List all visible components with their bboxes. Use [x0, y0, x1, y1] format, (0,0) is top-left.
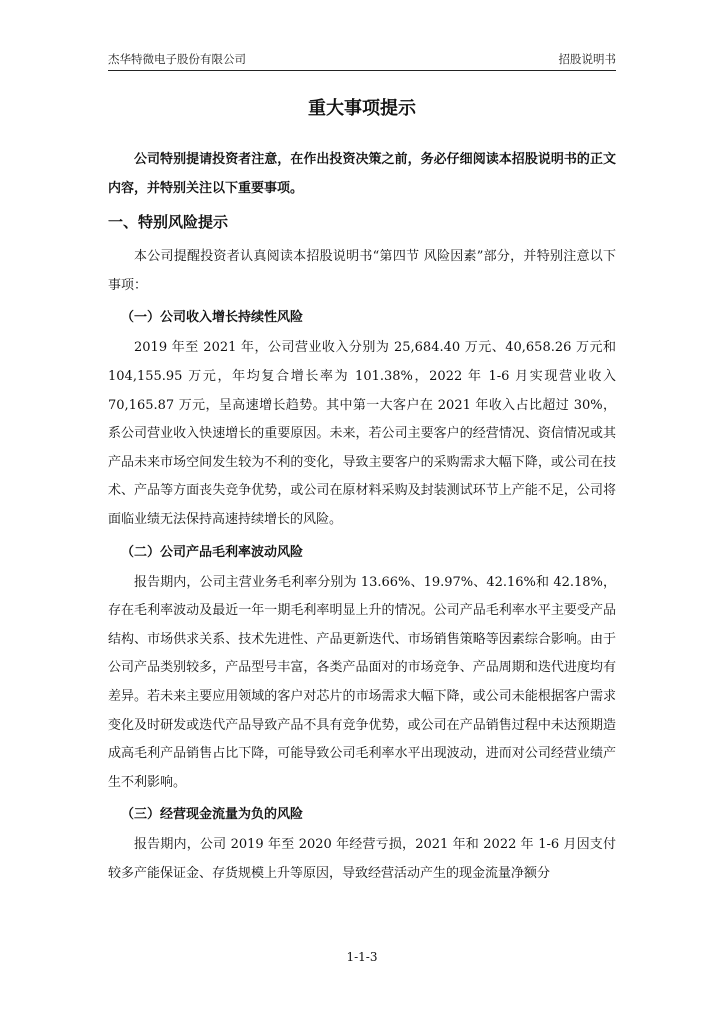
page-number: 1-1-3 [346, 950, 378, 964]
intro-paragraph: 公司特别提请投资者注意，在作出投资决策之前，务必仔细阅读本招股说明书的正文内容，并特别关注以下重要事项。 [108, 152, 616, 196]
section-intro-paragraph: 本公司提醒投资者认真阅读本招股说明书“第四节 风险因素”部分，并特别注意以下事项： [108, 249, 616, 293]
header-company: 杰华特微电子股份有限公司 [108, 52, 246, 66]
page-header [108, 50, 616, 71]
subsection-heading-cash-flow: （三）经营现金流量为负的风险 [121, 807, 304, 823]
revenue-growth-paragraph: 2019 年至 2021 年，公司营业收入分别为 25,684.40 万元、40,658.26 万元和 104,155.95 万元，年均复合增长率为 101.38%，2022 年 1-6 月实现营业收入 70,165.87 万元，呈高速增长趋势。其中第一大客户在 2021 年收入占比超过 30%，系公司营业收入快速增长的重要原因。未来，若公司主要客户的经营情况、资信情况或其产品未来市场空间发生较为不利的变化，导致主要客户的采购需求大幅下降，或公司在技术、产品等方面丧失竞争优势，或公司在原材料采购及封装测试环节上产能不足，公司将面临业绩无法保持高速持续增长的风险。 [108, 340, 616, 527]
page-body [108, 96, 616, 888]
section-heading-special-risk: 一、特别风险提示 [108, 213, 229, 232]
page-title: 重大事项提示 [308, 98, 416, 119]
subsection-heading-revenue-growth: （一）公司收入增长持续性风险 [121, 310, 304, 326]
header-doc-type: 招股说明书 [558, 52, 616, 66]
gross-margin-paragraph: 报告期内，公司主营业务毛利率分别为 13.66%、19.97%、42.16%和 42.18%，存在毛利率波动及最近一年一期毛利率明显上升的情况。公司产品毛利率水平主要受产品结构、市场供求关系、技术先进性、产品更新迭代、市场销售策略等因素综合影响。由于公司产品类别较多，产品型号丰富，各类产品面对的市场竞争、产品周期和迭代进度均有差异。若未来主要应用领域的客户对芯片的市场需求大幅下降，或公司未能根据客户需求变化及时研发或迭代产品导致产品不具有竞争优势，或公司在产品销售过程中未达预期造成高毛利产品销售占比下降，可能导致公司毛利率水平出现波动，进而对公司经营业绩产生不利影响。 [108, 574, 616, 790]
subsection-heading-gross-margin: （二）公司产品毛利率波动风险 [121, 544, 304, 560]
cash-flow-paragraph: 报告期内，公司 2019 年至 2020 年经营亏损，2021 年和 2022 年 1-6 月因支付较多产能保证金、存货规模上升等原因，导致经营活动产生的现金流量净额分 [108, 837, 616, 881]
